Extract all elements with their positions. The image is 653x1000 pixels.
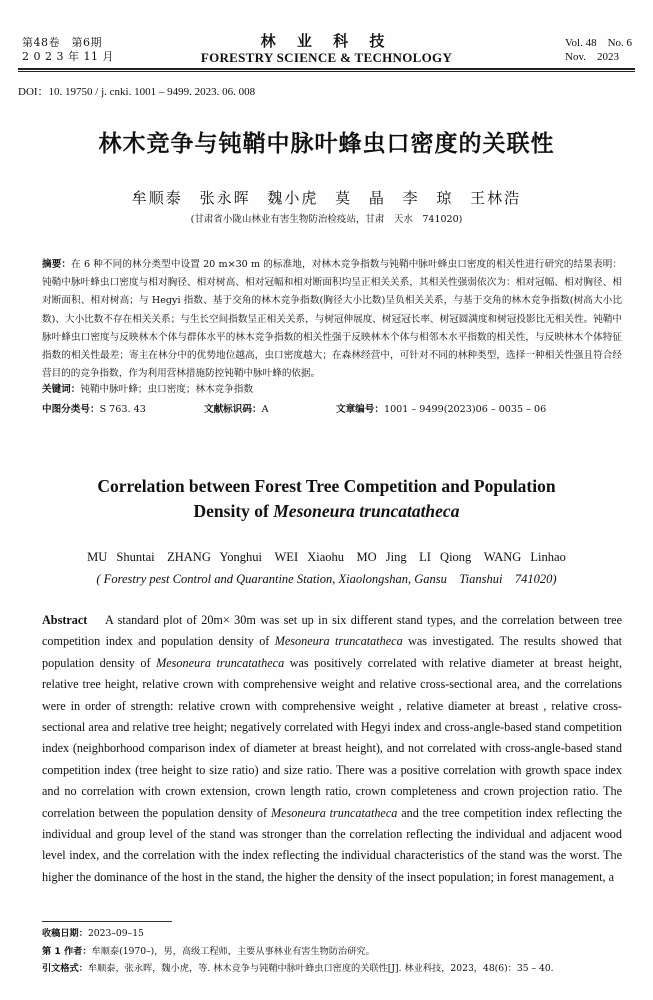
clc-value: S 763. 43 bbox=[99, 404, 146, 415]
article-title-cn: 林木竞争与钝鞘中脉叶蜂虫口密度的关联性 bbox=[98, 131, 555, 157]
abstract-en-species-2: Mesoneura truncatatheca bbox=[156, 655, 285, 670]
title-en-species: Mesoneura truncatatheca bbox=[273, 501, 460, 521]
document-code bbox=[204, 403, 269, 417]
article-no-label: 文章编号： bbox=[336, 404, 384, 415]
header-volume-cn bbox=[22, 36, 114, 64]
footnote-citation bbox=[42, 960, 632, 978]
footnote-first-author bbox=[42, 943, 632, 961]
doc-code-value: A bbox=[261, 404, 269, 415]
abstract-en-species-1: Mesoneura truncatatheca bbox=[274, 634, 403, 649]
received-label: 收稿日期： bbox=[42, 928, 88, 939]
keywords-cn-label: 关键词： bbox=[42, 384, 81, 395]
header-volume-en bbox=[565, 36, 635, 64]
volume-issue-en: Vol. 48 No. 6 bbox=[565, 37, 633, 49]
footnotes bbox=[42, 925, 632, 978]
received-value: 2023–09–15 bbox=[87, 928, 144, 939]
date-cn: 2 0 2 3 年 11 月 bbox=[22, 50, 114, 63]
clc-number bbox=[42, 403, 146, 417]
footnote-received bbox=[42, 925, 632, 943]
abstract-en-p1: A standard plot of 20m× 30m was set up in six different stand types, and the correlation between tree competition index and population density of bbox=[42, 613, 622, 649]
abstract-cn bbox=[42, 256, 622, 383]
keywords-cn-text: 钝鞘中脉叶蜂；虫口密度；林木竞争指数 bbox=[80, 384, 254, 395]
title-en-line2 bbox=[30, 499, 623, 524]
abstract-en-p4: and the tree competition index reflecting the individual and group level of the stand was stronger than the correlation reflecting the individual and adjacent wood level index, and the correlation with the index reflecting the individual characteristics of the stand was the worst. The higher the dominance of the host in the stand, the higher the density of the insect population; in forest management, a bbox=[42, 805, 623, 884]
article-title-en bbox=[30, 474, 623, 524]
article-no-value: 1001 – 9499(2023)06 – 0035 – 06 bbox=[383, 404, 547, 415]
citation-label: 引文格式： bbox=[42, 963, 88, 974]
abstract-cn-label: 摘要： bbox=[42, 259, 72, 270]
date-en: Nov. 2023 bbox=[565, 51, 619, 63]
affiliation-cn: (甘肃省小陇山林业有害生物防治检疫站，甘肃 天水 741020) bbox=[190, 214, 463, 225]
journal-name-cn: 林 业 科 技 bbox=[260, 32, 393, 50]
abstract-en-p3: was positively correlated with relative diameter at breast height, relative tree height, relative crown with comprehensive weight and relative cross-sectional area, and the correlations were in order of strength: relative crown with comprehensive weight , relative diameter at breast , relative cross-sectional area and relative tree height; negatively correlated with Hegyi index and cross-angle-based stand competition index (neighborhood comparison index of diameter at breast height), and not correlated with cross-angle-based stand competition index (tree height to size ratio) and size ratio. There was a positive correlation with growth space index and no correlation with crown extension, crown length ratio, crown completeness and crown projection ratio. The correlation between the population density of bbox=[42, 655, 622, 820]
title-en-prefix: Density of bbox=[193, 501, 274, 521]
keywords-cn bbox=[42, 383, 622, 397]
citation-value: 牟顺泰，张永晖，魏小虎，等. 林木竞争与钝鞘中脉叶蜂虫口密度的关联性[J]. 林业科技，2023，48(6)：35 – 40. bbox=[87, 963, 554, 974]
clc-label: 中图分类号： bbox=[42, 404, 100, 415]
doc-code-label: 文献标识码： bbox=[204, 404, 262, 415]
authors-cn: 牟顺泰 张永晖 魏小虎 莫 晶 李 琼 王林浩 bbox=[131, 189, 522, 207]
abstract-en-label: Abstract bbox=[42, 613, 88, 627]
header-rule-thick bbox=[18, 68, 635, 70]
journal-name-en: FORESTRY SCIENCE & TECHNOLOGY bbox=[200, 50, 453, 65]
affiliation-en: ( Forestry pest Control and Quarantine Station, Xiaolongshan, Gansu Tianshui 741020) bbox=[96, 572, 557, 586]
header-rule-thin bbox=[18, 71, 635, 72]
volume-issue-cn: 第48卷 第6期 bbox=[22, 36, 102, 49]
abstract-en bbox=[42, 610, 622, 888]
abstract-en-p2: was investigated. The results showed that population density of bbox=[42, 634, 622, 670]
abstract-en-species-3: Mesoneura truncatatheca bbox=[270, 805, 398, 820]
footnote-rule bbox=[42, 921, 172, 922]
authors-en: MU Shuntai ZHANG Yonghui WEI Xiaohu MO Jing LI Qiong WANG Linhao bbox=[87, 550, 566, 564]
first-author-label: 第 1 作者： bbox=[42, 945, 92, 957]
journal-name bbox=[150, 32, 503, 66]
first-author-value: 牟顺泰(1970–)，男，高级工程师，主要从事林业有害生物防治研究。 bbox=[91, 945, 375, 957]
abstract-cn-text: 在 6 种不同的林分类型中设置 20 m×30 m 的标准地，对林木竞争指数与钝鞘中脉叶蜂虫口密度的相关性进行研究的结果表明：钝鞘中脉叶蜂虫口密度与相对胸径、相对树高、相对冠幅和相对断面积均呈正相关关系，其相关性强弱依次为：相对冠幅、相对胸径、相对断面积、相对树高；与 Hegyi 指数、基于交角的林木竞争指数(胸径大小比数)呈负相关关系，与基于交角的林木竞争指数(树高大小比数)、大小比数不存在相关关系；与生长空间指数呈正相关关系，与树冠伸展度、树冠冠长率、树冠圆满度和树冠投影比无相关性。钝鞘中脉叶蜂虫口密度与反映林木个体与群体水平的林木竞争指数的相关性强于反映林木个体与相邻木水平指数的相关性，与反映林木个体特征指数的相关性最差；寄主在林分中的优势地位越高，虫口密度越大；在森林经营中，可针对不同的林种类型，选择一种相关性强且符合经营目的的竞争指数，作为利用营林措施防控钝鞘中脉叶蜂的依据。 bbox=[42, 259, 622, 380]
title-en-line1: Correlation between Forest Tree Competition and Population bbox=[97, 476, 556, 496]
doi: DOI：10. 19750 / j. cnki. 1001 – 9499. 2023. 06. 008 bbox=[18, 86, 256, 98]
article-number bbox=[336, 403, 546, 417]
